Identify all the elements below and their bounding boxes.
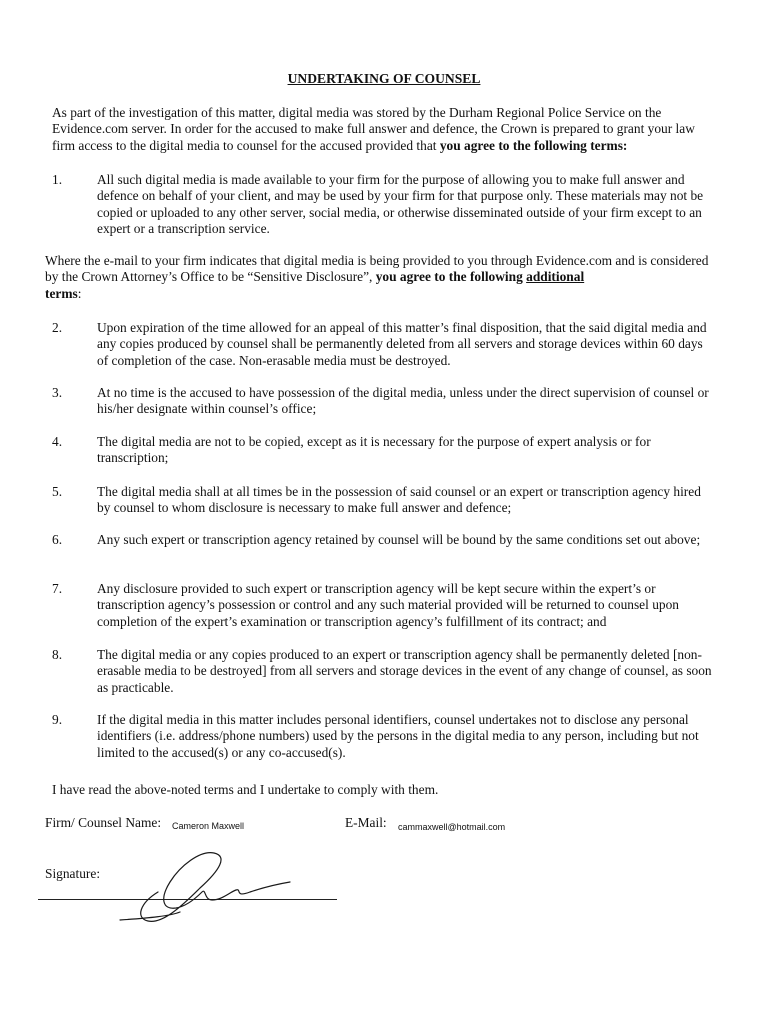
intro-text: As part of the investigation of this matter, digital media was stored by the Durham Regional Police Service on the Evidence.com server. In order for the accused to make full answer and defence, the Crown is prepared to grant your law firm access to the digital media to counsel for the accused provided that <box>52 105 695 153</box>
term-number: 7. <box>52 581 63 596</box>
additional-underlined-word: additional <box>526 269 585 285</box>
term-item-4 <box>52 434 712 467</box>
signature-label: Signature: <box>45 866 101 881</box>
email-label: E-Mail: <box>345 815 387 830</box>
term-number: 3. <box>52 385 63 400</box>
counsel-name-field[interactable]: Cameron Maxwell <box>172 821 245 831</box>
term-item-1 <box>52 172 712 238</box>
term-item-3 <box>52 385 712 418</box>
term-item-9 <box>52 712 712 761</box>
term-item-2 <box>52 320 712 369</box>
intro-paragraph <box>52 105 712 154</box>
term-number: 6. <box>52 532 63 547</box>
additional-bold-text: you agree to the following <box>375 269 527 285</box>
term-text: The digital media shall at all times be in the possession of said counsel or an expert or transcription agency hired by counsel to whom disclosure is necessary to make full answer and defence; <box>97 484 701 516</box>
term-number: 4. <box>52 434 63 449</box>
term-text: If the digital media in this matter includes personal identifiers, counsel undertakes not to disclose any personal identifiers (i.e. address/phone numbers) used by the persons in the digital media to any person, including but not limited to the accused(s) or any co-accused(s). <box>97 712 699 760</box>
additional-intro-text: Where the e-mail to your firm indicates that digital media is being provided to you through Evidence.com and is considered by the Crown Attorney’s Office to be “Sensitive Disclosure”, <box>45 253 709 285</box>
term-text: The digital media or any copies produced to an expert or transcription agency shall be permanently deleted [non-erasable media to be destroyed] from all servers and storage devices in the event of any change of counsel, as soon as practicable. <box>97 647 712 695</box>
document-title: UNDERTAKING OF COUNSEL <box>287 71 481 86</box>
term-number: 2. <box>52 320 63 335</box>
additional-colon: : <box>77 285 82 301</box>
term-number: 1. <box>52 172 63 187</box>
term-item-6 <box>52 532 712 548</box>
term-number: 9. <box>52 712 63 727</box>
email-field[interactable]: cammaxwell@hotmail.com <box>398 822 506 832</box>
term-number: 8. <box>52 647 63 662</box>
counsel-name-label: Firm/ Counsel Name: <box>45 815 162 830</box>
term-text: Upon expiration of the time allowed for an appeal of this matter’s final disposition, that the said digital media and any copies produced by counsel shall be permanently deleted from all servers and storage devices within 60 days of completion of the case. Non-erasable media must be destroyed. <box>97 320 707 368</box>
term-item-8 <box>52 647 712 696</box>
term-text: Any such expert or transcription agency retained by counsel will be bound by the same conditions set out above; <box>97 532 701 547</box>
term-number: 5. <box>52 484 63 499</box>
term-text: All such digital media is made available to your firm for the purpose of allowing you to make full answer and defence on behalf of your client, and may be used by your firm for that purpose only. These materials may not be copied or uploaded to any other server, social media, or otherwise disseminated outside of your firm except to an expert or a transcription service. <box>97 172 704 237</box>
closing-statement: I have read the above-noted terms and I undertake to comply with them. <box>52 782 439 797</box>
term-text: Any disclosure provided to such expert or transcription agency will be kept secure within the expert’s or transcription agency’s possession or control and any such material provided will be returned to counsel upon completion of the expert’s examination or transcription agency’s fulfillment of its contract; and <box>97 581 679 629</box>
term-item-7 <box>52 581 712 630</box>
signature-stroke <box>120 853 290 922</box>
term-text: The digital media are not to be copied, except as it is necessary for the purpose of expert analysis or for transcription; <box>97 434 651 466</box>
term-item-5 <box>52 484 712 517</box>
intro-bold-text: you agree to the following terms: <box>439 137 628 153</box>
term-text: At no time is the accused to have possession of the digital media, unless under the direct supervision of counsel or his/her designate within counsel’s office; <box>97 385 709 417</box>
additional-bold-end: terms <box>45 285 78 301</box>
additional-terms-paragraph <box>45 253 717 302</box>
handwritten-signature[interactable] <box>110 848 300 928</box>
